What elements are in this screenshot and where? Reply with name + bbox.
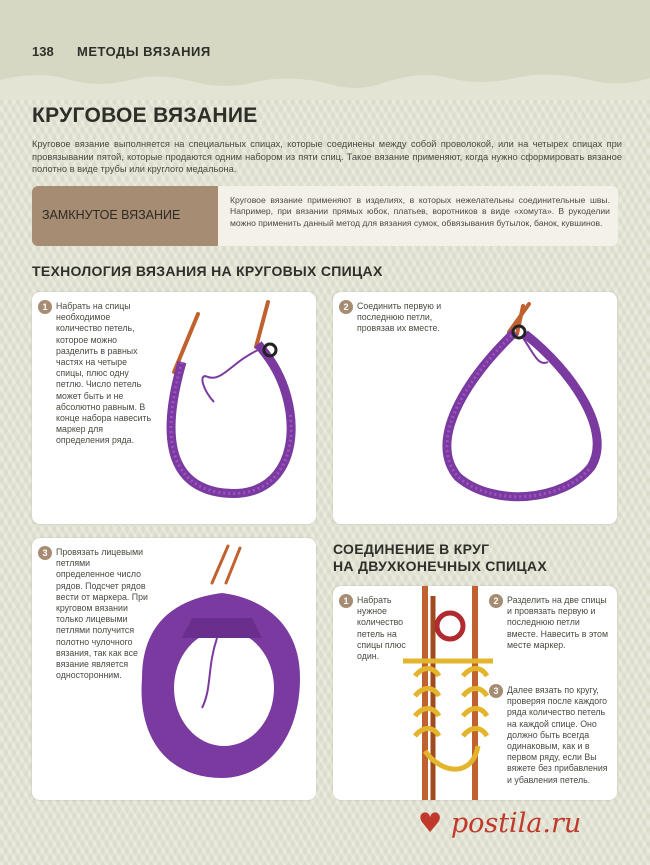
section-name: МЕТОДЫ ВЯЗАНИЯ: [77, 44, 211, 59]
joining-title-line1: СОЕДИНЕНИЕ В КРУГ: [333, 541, 490, 557]
page-number: 138: [32, 44, 54, 59]
technology-title: ТЕХНОЛОГИЯ ВЯЗАНИЯ НА КРУГОВЫХ СПИЦАХ: [32, 263, 383, 279]
closed-knitting-label-block: [32, 186, 218, 246]
heart-icon: ♥: [418, 808, 443, 839]
step-text: Соединить первую и последнюю петли, провязав их вместе.: [357, 301, 442, 334]
page-title: КРУГОВОЕ ВЯЗАНИЕ: [32, 104, 258, 127]
step-text: Набрать на спицы необходимое количество петель, которое можно разделить в равных частях на четыре спицы, плюс одну петлю. Число петель может быть и не абсолютно равным. В конце набора навесить маркер для определения ряда.: [56, 301, 152, 446]
joining-card: [333, 586, 617, 800]
step-badge: 2: [489, 594, 503, 608]
intro-paragraph: Круговое вязание выполняется на специальных спицах, которые соединены между собой проволокой, или на четырех спицах при провязывании пятой, которые продаются одним набором из пяти спиц. Такое вязание применяют, когда нужно сформировать вязаное полотно в виде трубы или круглого медальона.: [32, 139, 622, 174]
step-card-2: [333, 292, 617, 524]
closed-knitting-text: Круговое вязание применяют в изделиях, в которых нежелательны соединительные швы. Например, при вязании прямых юбок, платьев, воротников в виде «хомута». В рукоделии можно применить данный метод для вязания сумок, обвязывания бутылок, банок, кувшинов.: [230, 195, 610, 228]
joining-title-line2: НА ДВУХКОНЕЧНЫХ СПИЦАХ: [333, 558, 547, 574]
step-badge: 1: [38, 300, 52, 314]
step-text: Разделить на две спицы и провязать первую и последнюю петли вместе. Навесить в этом месте маркер.: [507, 595, 608, 650]
knitted-tube-image: [32, 538, 316, 800]
step-card-3: [32, 538, 316, 800]
step-text: Набрать нужное количество петель на спицы плюс один.: [357, 595, 406, 662]
watermark-text: postila.ru: [450, 808, 582, 839]
closed-knitting-label: ЗАМКНУТОЕ ВЯЗАНИЕ: [42, 208, 181, 222]
step-badge: 3: [38, 546, 52, 560]
circular-needle-joined-image: [333, 292, 617, 524]
step-badge: 3: [489, 684, 503, 698]
step-text: Далее вязать по кругу, проверяя после каждого ряда количество петель на каждой спице. Оно должно быть всегда одинаковым, как и в первом ряду, если Вы вяжете без прибавления и убавления петель.: [507, 685, 608, 785]
step-badge: 2: [339, 300, 353, 314]
closed-knitting-box: [32, 186, 618, 246]
circular-needle-cast-on-image: [32, 292, 316, 524]
step-text: Провязать лицевыми петлями определенное число рядов. Подсчет рядов вести от маркера. При круговом вязании только лицевыми петлями получится полотно чулочного вязания, так как все вязание является односторонним.: [56, 547, 148, 681]
step-badge: 1: [339, 594, 353, 608]
watermark: [418, 808, 581, 839]
step-card-1: [32, 292, 316, 524]
